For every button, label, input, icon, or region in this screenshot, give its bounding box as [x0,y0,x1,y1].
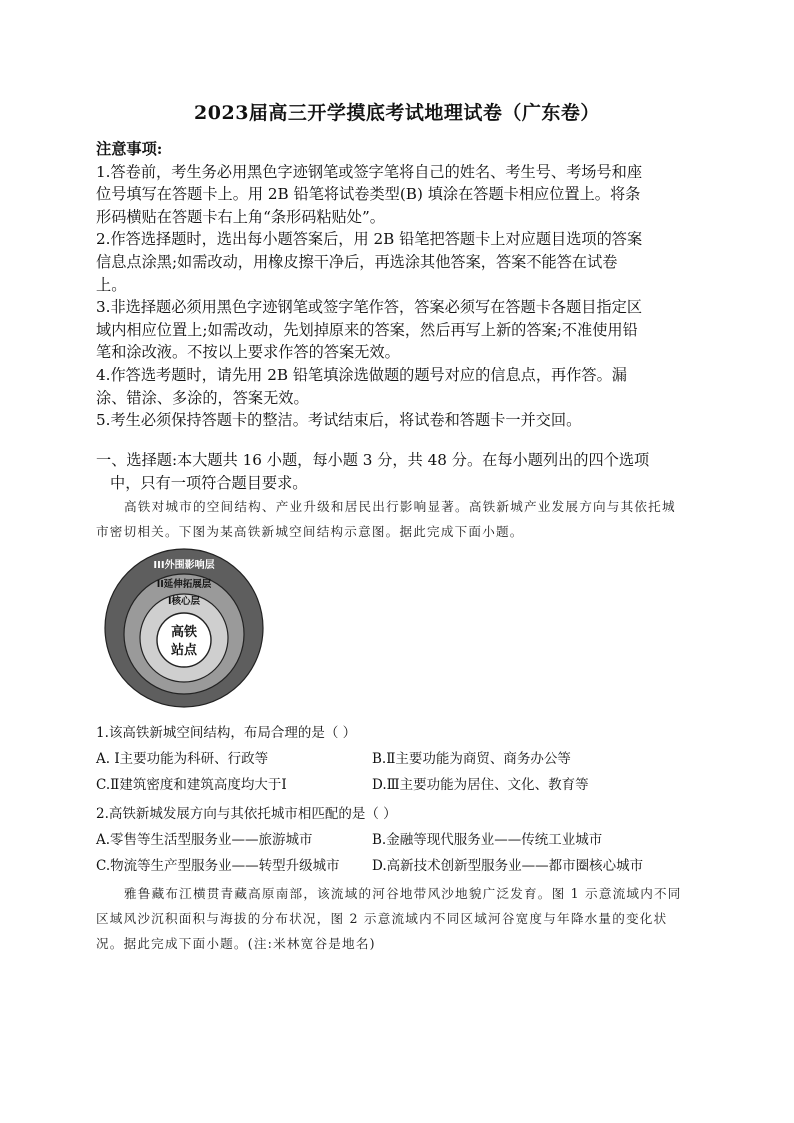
notice-line: 涂、错涂、多涂的，答案无效。 [96,388,309,407]
notice-line: 域内相应位置上;如需改动，先划掉原来的答案，然后再写上新的答案;不准使用铅 [96,320,638,339]
notice-line: 4.作答选考题时，请先用 2B 铅笔填涂选做题的题号对应的信息点，再作答。漏 [96,365,627,384]
notice-line: 2.作答选择题时，选出每小题答案后，用 2B 铅笔把答题卡上对应题目选项的答案 [96,230,643,249]
section-heading [96,449,700,495]
notice-line: 1.答卷前，考生务必用黑色字迹钢笔或签字笔将自己的姓名、考生号、考场号和座 [96,162,643,181]
material-line: 高铁对城市的空间结构、产业升级和居民出行影响显著。高铁新城产业发展方向与其依托城 [124,499,676,514]
question-2 [96,801,716,879]
center-label-2: 站点 [170,643,198,658]
question-1 [96,720,716,798]
page-title: 2023届高三开学摸底考试地理试卷（广东卷） [194,102,600,124]
center-label-1: 高铁 [170,625,198,640]
material-2 [96,881,700,956]
option-b[interactable]: B.Ⅱ主要功能为商贸、商务办公等 [372,751,571,767]
notice-line: 上。 [96,275,127,294]
option-c[interactable]: C.Ⅱ建筑密度和建筑高度均大于Ⅰ [96,777,287,793]
notice-line: 3.非选择题必须用黑色字迹钢笔或签字笔作答，答案必须写在答题卡各题目指定区 [96,298,643,317]
option-a[interactable]: A. Ⅰ主要功能为科研、行政等 [96,751,269,767]
material-line: 况。据此完成下面小题。(注:米林宽谷是地名) [96,936,376,951]
options [96,746,716,798]
ring2-label: II延伸拓展层 [156,579,212,590]
rings-diagram [104,548,264,708]
material-line: 市密切相关。下图为某高铁新城空间结构示意图。据此完成下面小题。 [96,524,524,539]
option-d[interactable]: D.高新技术创新型服务业——都市圈核心城市 [372,858,644,874]
section-line: 一、选择题:本大题共 16 小题，每小题 3 分，共 48 分。在每小题列出的四个选项 [96,451,650,469]
option-c[interactable]: C.物流等生产型服务业——转型升级城市 [96,858,340,874]
notice-line: 形码横贴在答题卡右上角“条形码粘贴处”。 [96,207,385,226]
station-core [157,613,211,667]
ring1-label: I核心层 [167,596,201,607]
notice-line: 位号填写在答题卡上。用 2B 铅笔将试卷类型(B) 填涂在答题卡相应位置上。将条 [96,185,641,204]
question-stem: 2.高铁新城发展方向与其依托城市相匹配的是（ ） [96,806,397,822]
notice-line: 信息点涂黑;如需改动，用橡皮擦干净后，再选涂其他答案，答案不能答在试卷 [96,252,618,271]
material-line: 雅鲁藏布江横贯青藏高原南部，该流域的河谷地带风沙地貌广泛发育。图 1 示意流域内不同 [124,886,682,901]
ring3-label: III外围影响层 [153,560,215,571]
notice-line: 5.考生必须保持答题卡的整洁。考试结束后，将试卷和答题卡一并交回。 [96,411,582,430]
material-line: 区域风沙沉积面积与海拔的分布状况，图 2 示意流域内不同区域河谷宽度与年降水量的变化状 [96,911,668,926]
material-1 [96,494,700,544]
options [96,827,716,879]
notice-heading: 注意事项: [96,140,163,158]
option-a[interactable]: A.零售等生活型服务业——旅游城市 [96,832,313,848]
notice-block [96,138,700,432]
section-line: 中，只有一项符合题目要求。 [110,474,308,492]
option-b[interactable]: B.金融等现代服务业——传统工业城市 [372,832,603,848]
option-d[interactable]: D.Ⅲ主要功能为居住、文化、教育等 [372,777,589,793]
question-stem: 1.该高铁新城空间结构，布局合理的是（ ） [96,725,357,741]
notice-line: 笔和涂改液。不按以上要求作答的答案无效。 [96,343,400,362]
